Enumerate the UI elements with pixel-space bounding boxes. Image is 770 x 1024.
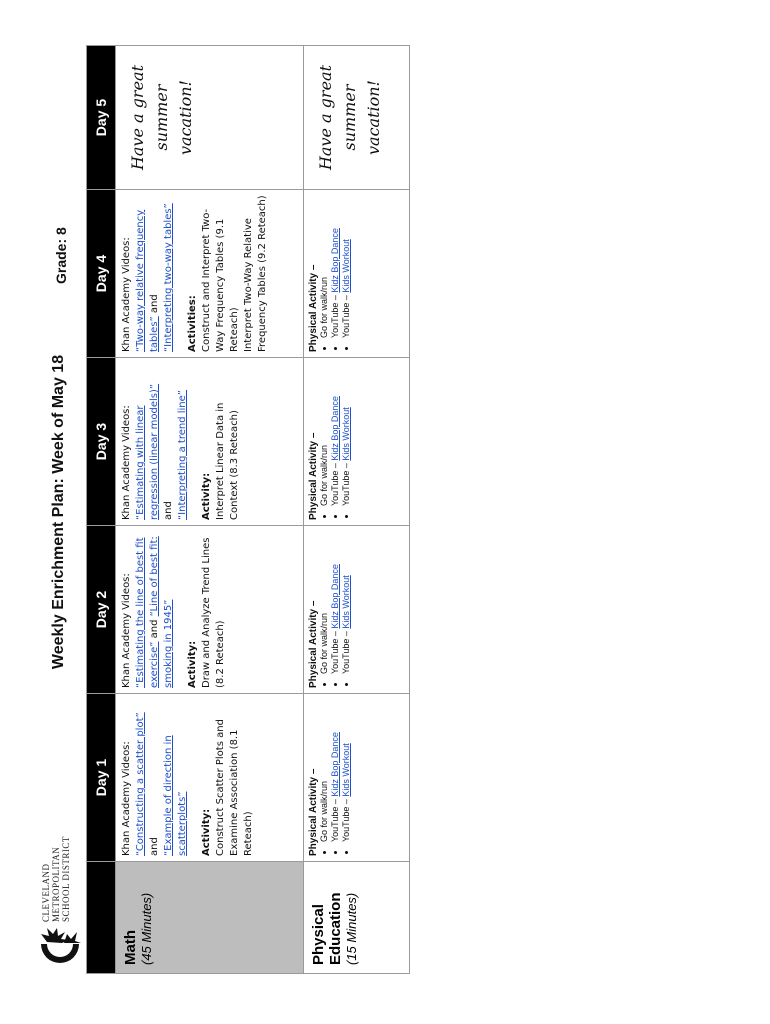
list-item [319,363,330,506]
youtube-prefix: YouTube – [341,796,351,842]
list-item [341,531,352,674]
header-day-3: Day 3 [87,358,116,526]
activity-text: Draw and Analyze Trend Lines (8.2 Reteach) [201,537,226,688]
subject-name-pe-line1: Physical [310,904,327,965]
grade-label: Grade: 8 [53,227,69,284]
header-corner-cell [87,862,116,974]
logo-line-1: CLEVELAND [41,863,51,922]
video-link-line-of-best-fit-smoking[interactable]: “Line of best fit: smoking in 1945” [149,536,174,688]
walk-run-text: Go for walk/run [319,444,329,506]
list-item [330,699,341,842]
activity-label: Activity: [201,472,212,520]
video-link-interpreting-two-way-tables[interactable]: “Interpreting two-way tables” [163,203,174,352]
activity-text: Interpret Linear Data in Context (8.3 Reteach) [215,402,240,520]
videos-intro: Khan Academy Videos: [121,741,132,856]
kidz-bop-dance-link[interactable]: Kidz Bop Dance [330,564,340,629]
list-item [319,531,330,674]
activity-text-2: Interpret Two-Way Relative Frequency Tables (9.2 Reteach) [243,195,268,352]
youtube-prefix: YouTube – [341,460,351,506]
and-text: and [163,501,174,520]
video-link-direction-in-scatterplots[interactable]: “Example of direction in scatterplots” [163,735,188,856]
list-item [341,699,352,842]
video-link-constructing-scatter-plot[interactable]: “Constructing a scatter plot” [135,712,146,856]
page-title: Weekly Enrichment Plan: Week of May 18 [50,354,67,670]
pe-day2-cell [304,526,410,694]
subject-duration-pe: (15 Minutes) [344,892,359,965]
list-item [341,363,352,506]
kids-workout-link[interactable]: Kids Workout [341,743,351,797]
kids-workout-link[interactable]: Kids Workout [341,239,351,293]
math-day3-cell [116,358,304,526]
math-day5-cell [116,46,304,190]
list-item [341,195,352,338]
pe-day5-cell [304,46,410,190]
enrichment-plan-table [86,45,410,974]
youtube-prefix: YouTube – [330,292,340,338]
activity-label: Activity: [187,640,198,688]
and-text: and [149,837,160,856]
math-day1-cell [116,694,304,862]
pe-day1-cell [304,694,410,862]
pe-activity-list [319,195,352,352]
subject-name-pe-line2: Education [327,892,344,965]
kidz-bop-dance-link[interactable]: Kidz Bop Dance [330,396,340,461]
pe-activity-list [319,363,352,520]
kidz-bop-dance-link[interactable]: Kidz Bop Dance [330,732,340,797]
physical-activity-label: Physical Activity – [308,264,319,352]
walk-run-text: Go for walk/run [319,612,329,674]
math-day4-cell [116,190,304,358]
youtube-prefix: YouTube – [330,628,340,674]
youtube-prefix: YouTube – [330,796,340,842]
video-link-two-way-relative-frequency-tables[interactable]: “Two-way relative frequency tables” [135,209,160,352]
activity-text-1: Construct and Interpret Two-Way Frequency Tables (9.1 Reteach) [201,208,240,352]
video-link-estimating-line-of-best-fit[interactable]: “Estimating the line of best fit exercise” [135,537,160,688]
pe-day3-cell [304,358,410,526]
walk-run-text: Go for walk/run [319,780,329,842]
math-row [116,46,304,974]
header-day-4: Day 4 [87,190,116,358]
math-subject-cell [116,862,304,974]
table-header-row [87,46,116,974]
header-day-5: Day 5 [87,46,116,190]
subject-name-math: Math [122,930,139,965]
logo-line-2: METROPOLITAN [51,846,61,922]
pe-subject-cell [304,862,410,974]
kids-workout-link[interactable]: Kids Workout [341,407,351,461]
summer-vacation-message: Have a great summer vacation! [316,64,383,171]
kids-workout-link[interactable]: Kids Workout [341,575,351,629]
pe-row [304,46,410,974]
youtube-prefix: YouTube – [330,460,340,506]
video-link-estimating-linear-regression[interactable]: “Estimating with linear regression (linear models)” [135,383,160,520]
videos-intro: Khan Academy Videos: [121,237,132,352]
summer-vacation-message: Have a great summer vacation! [128,64,195,171]
activities-label: Activities: [187,295,198,352]
activity-text: Construct Scatter Plots and Examine Association (8.1 Reteach) [215,719,254,856]
header-day-2: Day 2 [87,526,116,694]
pe-day4-cell [304,190,410,358]
and-text: and [149,294,160,317]
subject-duration-math: (45 Minutes) [139,892,154,965]
list-item [319,195,330,338]
list-item [330,195,341,338]
kidz-bop-dance-link[interactable]: Kidz Bop Dance [330,228,340,293]
walk-run-text: Go for walk/run [319,276,329,338]
physical-activity-label: Physical Activity – [308,768,319,856]
pe-activity-list [319,699,352,856]
physical-activity-label: Physical Activity – [308,432,319,520]
logo-line-3: SCHOOL DISTRICT [61,836,71,922]
videos-intro: Khan Academy Videos: [121,573,132,688]
pe-activity-list [319,531,352,688]
videos-intro: Khan Academy Videos: [121,405,132,520]
youtube-prefix: YouTube – [341,292,351,338]
activity-label: Activity: [201,808,212,856]
video-link-interpreting-trend-line[interactable]: “Interpreting a trend line” [177,390,188,520]
header-day-1: Day 1 [87,694,116,862]
youtube-prefix: YouTube – [341,628,351,674]
and-text: and [149,619,160,642]
list-item [330,363,341,506]
math-day2-cell [116,526,304,694]
list-item [330,531,341,674]
list-item [319,699,330,842]
physical-activity-label: Physical Activity – [308,600,319,688]
